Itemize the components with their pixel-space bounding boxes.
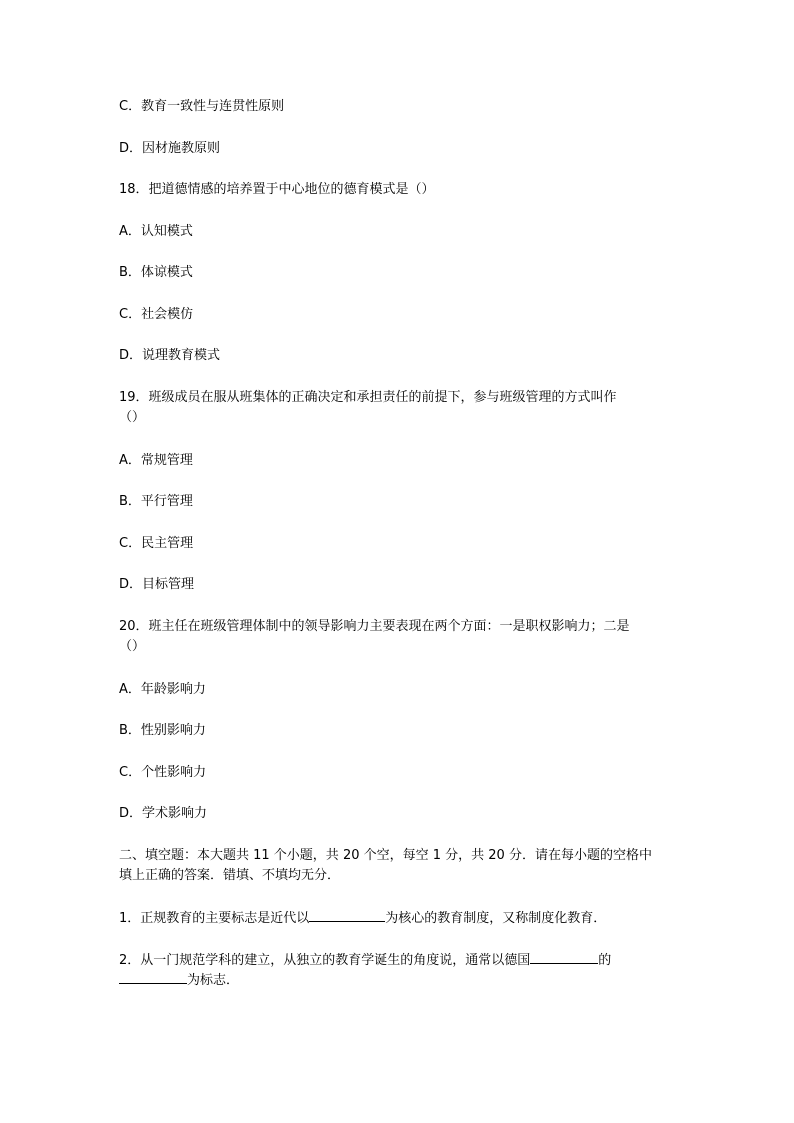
q19-stem-line2: （） xyxy=(119,410,146,425)
q18-option-c: C．社会模仿 xyxy=(119,307,194,322)
fill2-text-middle: 的 xyxy=(598,953,612,968)
q18-stem: 18．把道德情感的培养置于中心地位的德育模式是（） xyxy=(119,182,435,197)
q20-stem-line1: 20．班主任在班级管理体制中的领导影响力主要表现在两个方面：一是职权影响力；二是 xyxy=(119,619,630,634)
q19-option-c: C．民主管理 xyxy=(119,536,194,551)
q19-option-a: A．常规管理 xyxy=(119,453,193,468)
section2-heading-line2: 填上正确的答案．错填、不填均无分． xyxy=(119,868,341,883)
fill2-text-before: 2．从一门规范学科的建立，从独立的教育学诞生的角度说，通常以德国 xyxy=(119,953,531,968)
q17-option-d: D．因材施教原则 xyxy=(119,141,221,156)
fill-question-2-line1 xyxy=(119,950,679,971)
q20-stem-line2: （） xyxy=(119,639,146,654)
fill2-text-after: 为标志． xyxy=(187,973,240,988)
fill-question-2-line2 xyxy=(119,970,679,991)
q20-option-c: C．个性影响力 xyxy=(119,765,207,780)
fill2-blank-2 xyxy=(119,970,187,984)
q18-option-b: B．体谅模式 xyxy=(119,265,193,280)
q18-option-d: D．说理教育模式 xyxy=(119,348,221,363)
q17-option-c: C．教育一致性与连贯性原则 xyxy=(119,99,285,114)
fill1-text-after: 为核心的教育制度，又称制度化教育． xyxy=(385,911,607,926)
q19-option-b: B．平行管理 xyxy=(119,494,193,509)
q19-option-d: D．目标管理 xyxy=(119,577,195,592)
q18-option-a: A．认知模式 xyxy=(119,224,193,239)
q19-stem-line1: 19．班级成员在服从班集体的正确决定和承担责任的前提下，参与班级管理的方式叫作 xyxy=(119,390,617,405)
fill1-text-before: 1．正规教育的主要标志是近代以 xyxy=(119,911,310,926)
fill-question-1 xyxy=(119,908,679,929)
fill1-blank xyxy=(309,908,385,922)
q20-option-b: B．性别影响力 xyxy=(119,723,206,738)
fill2-blank-1 xyxy=(530,950,598,964)
section2-heading-line1: 二、填空题：本大题共 11 个小题，共 20 个空，每空 1 分，共 20 分．请在每小题的空格中 xyxy=(119,848,652,863)
q20-option-a: A．年龄影响力 xyxy=(119,682,206,697)
q20-option-d: D．学术影响力 xyxy=(119,806,208,821)
